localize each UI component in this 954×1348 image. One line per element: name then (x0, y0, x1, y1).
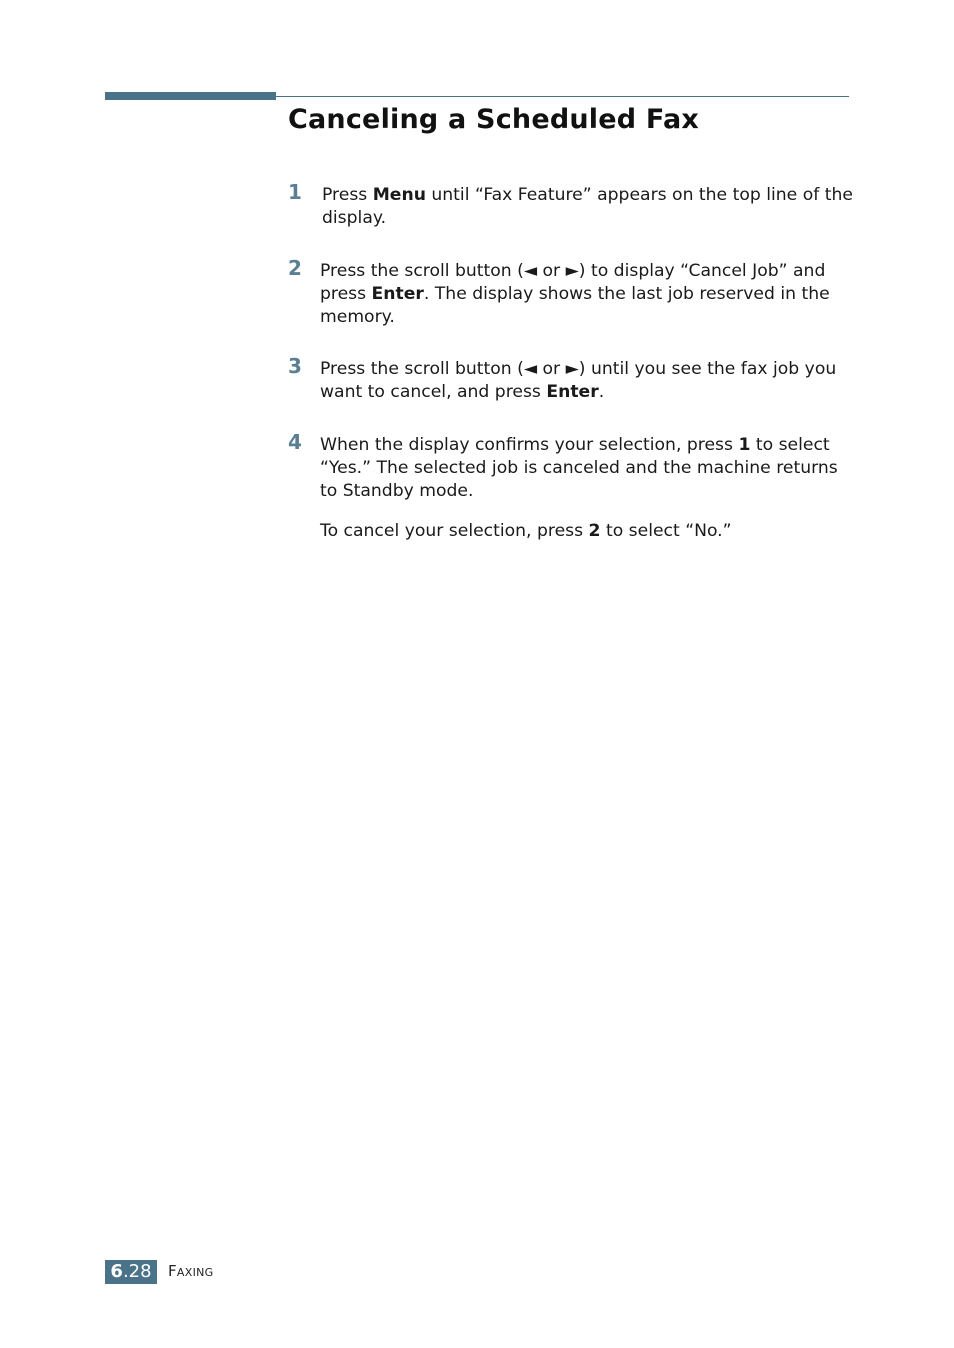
step-note: To cancel your selection, press 2 to select “No.” (320, 521, 732, 541)
page-number-badge (105, 1260, 157, 1284)
step-number: 3 (288, 354, 302, 378)
page-title: Canceling a Scheduled Fax (288, 104, 699, 135)
step-text: Press the scroll button (◄ or ►) to display “Cancel Job” and press Enter. The display shows the last job reserved in the memory. (320, 261, 830, 327)
page-number: .28 (122, 1261, 152, 1282)
step-text: When the display confirms your selection, press 1 to select “Yes.” The selected job is canceled and the machine returns to Standby mode. (320, 435, 838, 501)
step-number: 2 (288, 256, 302, 280)
step-text: Press the scroll button (◄ or ►) until you see the fax job you want to cancel, and press Enter. (320, 359, 837, 402)
step-number: 1 (288, 180, 302, 204)
header-rule-thick (105, 92, 276, 100)
section-label: Faxing (168, 1262, 214, 1280)
step-text: Press Menu until “Fax Feature” appears on the top line of the display. (322, 185, 853, 228)
chapter-number: 6 (110, 1261, 123, 1282)
header-rule-thin (276, 96, 849, 97)
step-number: 4 (288, 430, 302, 454)
